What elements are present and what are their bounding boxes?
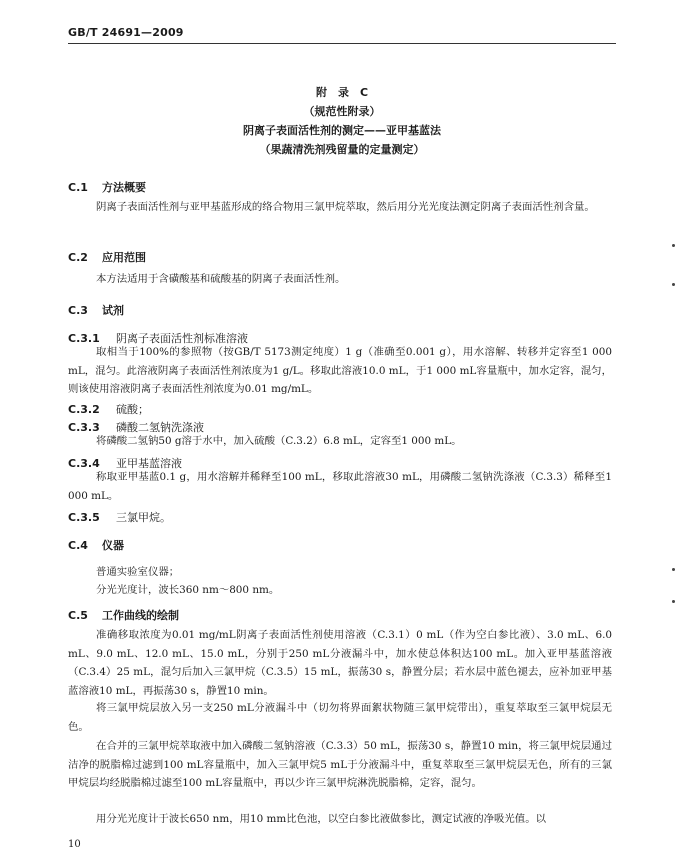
section-heading-c5 <box>68 607 179 623</box>
instrument-line-2: 分光光度计，波长360 nm～800 nm。 <box>96 584 280 596</box>
paragraph-c5-2: 将三氯甲烷层放入另一支250 mL分液漏斗中（切勿将界面絮状物随三氯甲烷带出），重复萃取至三氯甲烷层无色。 <box>68 702 612 733</box>
paragraph-c34: 称取亚甲基蓝0.1 g，用水溶解并稀释至100 mL，移取此溶液30 mL，用磷酸二氢钠洗涤液（C.3.3）稀释至1 000 mL。 <box>68 471 612 502</box>
header-rule <box>68 43 616 44</box>
section-heading-c3 <box>68 302 124 318</box>
paragraph-c5-3: 在合并的三氯甲烷萃取液中加入磷酸二氢钠溶液（C.3.3）50 mL，振荡30 s，静置10 min，将三氯甲烷层通过洁净的脱脂棉过滤到100 mL容量瓶中，加入三氯甲烷5 mL于分液漏斗中，重复萃取至三氯甲烷层无色，所有的三氯甲烷层均经脱脂棉过滤至100 mL容量瓶中，再以少许三氯甲烷淋洗脱脂棉，定容，混匀。 <box>68 740 612 789</box>
appendix-subtitle: （果蔬清洗剂残留量的定量测定） <box>259 143 425 156</box>
section-number: C.1 <box>68 181 88 194</box>
section-title: 工作曲线的绘制 <box>102 609 179 622</box>
paragraph-c2: 本方法适用于含磺酸基和硫酸基的阴离子表面活性剂。 <box>96 273 346 285</box>
paragraph-c33: 将磷酸二氢钠50 g溶于水中，加入硫酸（C.3.2）6.8 mL，定容至1 000 mL。 <box>96 435 462 447</box>
section-title: 应用范围 <box>102 251 146 264</box>
section-number: C.2 <box>68 251 88 264</box>
subsection-number: C.3.3 <box>68 421 100 434</box>
paragraph-c31: 取相当于100%的参照物（按GB/T 5173测定纯度）1 g（准确至0.001 g），用水溶解、转移并定容至1 000 mL，混匀。此溶液阴离子表面活性剂浓度为1 g/L。移取此溶液10.0 mL，于1 000 mL容量瓶中，加水定容，混匀，则该使用溶液阴离子表面活性剂浓度为0.01 mg/mL。 <box>68 346 612 395</box>
page-number: 10 <box>68 839 81 850</box>
subsection-number: C.3.1 <box>68 332 100 345</box>
subsection-title: 硫酸； <box>116 403 149 416</box>
subsection-heading-c32 <box>68 401 149 417</box>
paragraph-c5-1: 准确移取浓度为0.01 mg/mL阴离子表面活性剂使用溶液（C.3.1）0 mL（作为空白参比液）、3.0 mL、6.0 mL、9.0 mL、12.0 mL、15.0 mL，分别于250 mL分液漏斗中，加水使总体积达100 mL。加入亚甲基蓝溶液（C.3.4）25 mL，混匀后加入三氯甲烷（C.3.5）15 mL，振荡30 s，静置分层；若水层中蓝色褪去，应补加亚甲基蓝溶液10 mL，再振荡30 s，静置10 min。 <box>68 629 612 697</box>
section-heading-c2 <box>68 249 146 265</box>
subsection-number: C.3.5 <box>68 511 100 524</box>
subsection-number: C.3.2 <box>68 403 100 416</box>
subsection-number: C.3.4 <box>68 457 100 470</box>
appendix-title: 附 录 C <box>315 86 369 99</box>
section-number: C.5 <box>68 609 88 622</box>
scan-mark <box>672 600 675 603</box>
section-number: C.3 <box>68 304 88 317</box>
subsection-title: 亚甲基蓝溶液 <box>116 457 182 470</box>
paragraph-c1: 阴离子表面活性剂与亚甲基蓝形成的络合物用三氯甲烷萃取，然后用分光光度法测定阴离子表面活性剂含量。 <box>96 201 595 213</box>
paragraph-c5-4: 用分光光度计于波长650 nm，用10 mm比色池，以空白参比液做参比，测定试液的净吸光值。以 <box>96 813 546 825</box>
scan-mark <box>672 244 675 247</box>
scan-mark <box>672 568 675 571</box>
section-title: 方法概要 <box>102 181 146 194</box>
appendix-subject: 阴离子表面活性剂的测定——亚甲基蓝法 <box>243 124 441 137</box>
section-title: 试剂 <box>102 304 124 317</box>
scan-mark <box>672 283 675 286</box>
section-heading-c4 <box>68 537 124 553</box>
subsection-heading-c35 <box>68 509 171 525</box>
subsection-title: 阴离子表面活性剂标准溶液 <box>116 332 248 345</box>
instrument-line-1: 普通实验室仪器； <box>96 566 180 578</box>
subsection-title: 磷酸二氢钠洗涤液 <box>116 421 204 434</box>
appendix-type: （规范性附录） <box>303 105 381 118</box>
standard-code: GB/T 24691—2009 <box>68 26 184 39</box>
section-title: 仪器 <box>102 539 124 552</box>
section-heading-c1 <box>68 179 146 195</box>
subsection-title: 三氯甲烷。 <box>116 511 171 524</box>
section-number: C.4 <box>68 539 88 552</box>
